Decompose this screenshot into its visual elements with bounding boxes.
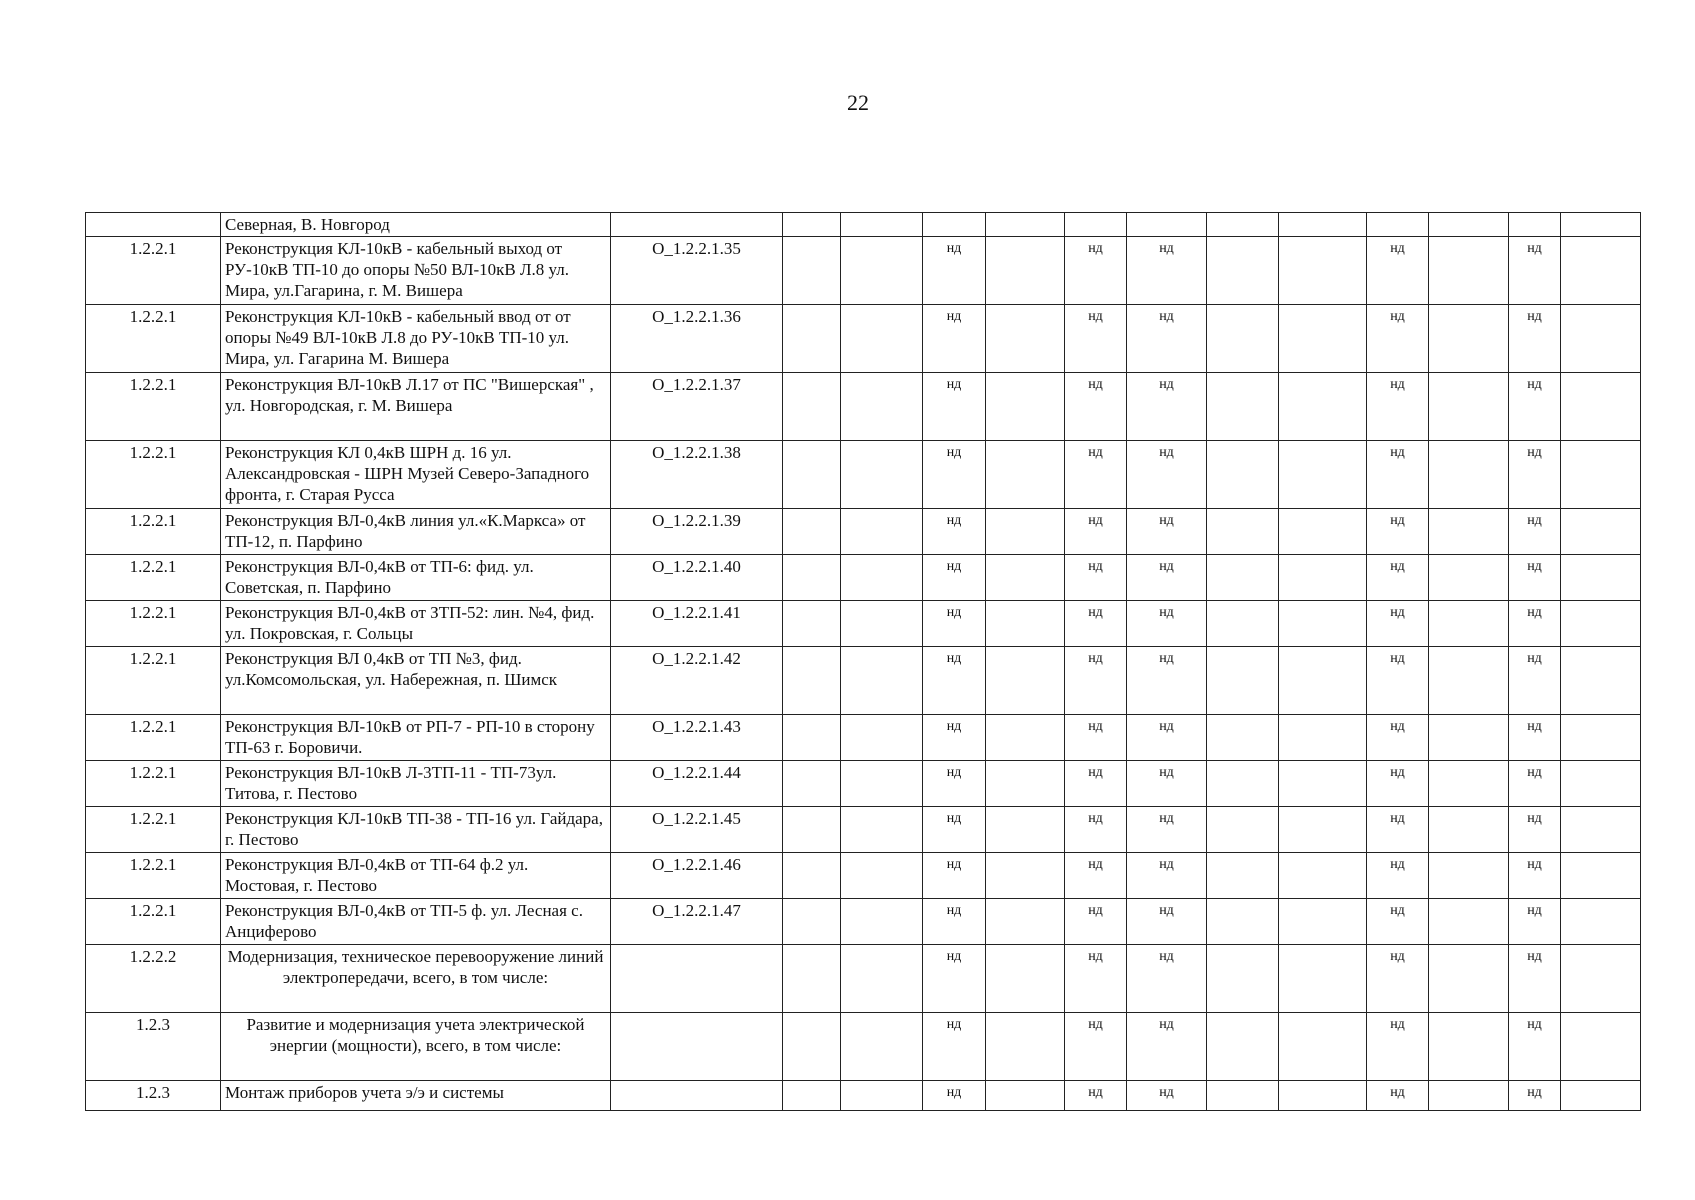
table-row — [86, 213, 1641, 237]
value-cell — [986, 807, 1065, 853]
project-name-cell: Реконструкция ВЛ-0,4кВ от ТП-6: фид. ул. Советская, п. Парфино — [221, 555, 611, 601]
value-cell — [1207, 305, 1279, 373]
project-code-cell — [611, 1013, 783, 1081]
value-cell — [1561, 647, 1641, 715]
item-number-cell: 1.2.2.1 — [86, 807, 221, 853]
value-cell: нд — [1065, 715, 1127, 761]
value-cell — [1429, 509, 1509, 555]
project-name-cell: Монтаж приборов учета э/э и системы — [221, 1081, 611, 1111]
investment-program-table — [85, 212, 1641, 1111]
value-cell: нд — [1367, 761, 1429, 807]
value-cell — [841, 715, 923, 761]
value-cell — [1561, 715, 1641, 761]
value-cell: нд — [1367, 899, 1429, 945]
value-cell: нд — [923, 853, 986, 899]
value-cell — [1429, 945, 1509, 1013]
value-cell — [1279, 601, 1367, 647]
value-cell — [1279, 1013, 1367, 1081]
value-cell — [1207, 1081, 1279, 1111]
value-cell: нд — [1367, 853, 1429, 899]
item-number-cell: 1.2.2.1 — [86, 601, 221, 647]
value-cell: нд — [1367, 237, 1429, 305]
project-code-cell — [611, 945, 783, 1013]
project-code-cell: О_1.2.2.1.37 — [611, 373, 783, 441]
value-cell: нд — [1065, 1081, 1127, 1111]
item-number-cell: 1.2.2.1 — [86, 761, 221, 807]
value-cell — [1207, 945, 1279, 1013]
table-row — [86, 555, 1641, 601]
page-number: 22 — [847, 90, 869, 115]
table-row — [86, 509, 1641, 555]
value-cell: нд — [1065, 601, 1127, 647]
table-row — [86, 899, 1641, 945]
value-cell — [1367, 213, 1429, 237]
value-cell — [1207, 899, 1279, 945]
value-cell: нд — [1367, 945, 1429, 1013]
project-name-cell: Реконструкция ВЛ-10кВ Л.17 от ПС "Вишерская" , ул. Новгородская, г. М. Вишера — [221, 373, 611, 441]
value-cell — [986, 899, 1065, 945]
value-cell: нд — [1367, 509, 1429, 555]
project-code-cell: О_1.2.2.1.36 — [611, 305, 783, 373]
value-cell: нд — [1127, 761, 1207, 807]
value-cell — [986, 647, 1065, 715]
value-cell: нд — [1127, 441, 1207, 509]
project-name-cell: Реконструкция КЛ-10кВ - кабельный выход от РУ-10кВ ТП-10 до опоры №50 ВЛ-10кВ Л.8 ул. Мира, ул.Гагарина, г. М. Вишера — [221, 237, 611, 305]
value-cell — [783, 1081, 841, 1111]
value-cell: нд — [923, 715, 986, 761]
value-cell — [783, 213, 841, 237]
table-row — [86, 601, 1641, 647]
value-cell: нд — [923, 1013, 986, 1081]
value-cell: нд — [1065, 555, 1127, 601]
value-cell — [783, 237, 841, 305]
value-cell — [1561, 441, 1641, 509]
value-cell: нд — [1367, 1013, 1429, 1081]
project-code-cell: О_1.2.2.1.45 — [611, 807, 783, 853]
value-cell — [986, 373, 1065, 441]
value-cell: нд — [1127, 647, 1207, 715]
item-number-cell: 1.2.2.1 — [86, 237, 221, 305]
value-cell: нд — [923, 601, 986, 647]
project-code-cell: О_1.2.2.1.47 — [611, 899, 783, 945]
project-code-cell: О_1.2.2.1.42 — [611, 647, 783, 715]
value-cell: нд — [1065, 945, 1127, 1013]
value-cell — [1561, 213, 1641, 237]
value-cell — [1207, 1013, 1279, 1081]
value-cell: нд — [923, 237, 986, 305]
table-row — [86, 807, 1641, 853]
value-cell — [783, 555, 841, 601]
project-name-cell: Реконструкция ВЛ-10кВ Л-3ТП-11 - ТП-73ул. Титова, г. Пестово — [221, 761, 611, 807]
value-cell: нд — [1127, 807, 1207, 853]
value-cell: нд — [1127, 1081, 1207, 1111]
value-cell — [783, 441, 841, 509]
value-cell — [1561, 1081, 1641, 1111]
value-cell — [783, 601, 841, 647]
value-cell: нд — [923, 647, 986, 715]
value-cell — [783, 715, 841, 761]
value-cell: нд — [1065, 647, 1127, 715]
table-row — [86, 373, 1641, 441]
value-cell — [1429, 647, 1509, 715]
value-cell: нд — [1509, 761, 1561, 807]
value-cell — [1561, 1013, 1641, 1081]
value-cell: нд — [1509, 853, 1561, 899]
value-cell: нд — [1065, 807, 1127, 853]
value-cell — [783, 1013, 841, 1081]
value-cell: нд — [1509, 555, 1561, 601]
value-cell — [841, 441, 923, 509]
value-cell: нд — [1509, 601, 1561, 647]
value-cell: нд — [1367, 441, 1429, 509]
value-cell — [841, 1013, 923, 1081]
value-cell — [783, 509, 841, 555]
value-cell — [1561, 899, 1641, 945]
value-cell: нд — [1367, 715, 1429, 761]
value-cell — [841, 807, 923, 853]
value-cell: нд — [1509, 807, 1561, 853]
table-row — [86, 853, 1641, 899]
value-cell: нд — [1367, 1081, 1429, 1111]
value-cell — [1429, 373, 1509, 441]
value-cell — [1207, 715, 1279, 761]
value-cell — [1561, 555, 1641, 601]
value-cell — [1429, 213, 1509, 237]
project-code-cell: О_1.2.2.1.40 — [611, 555, 783, 601]
value-cell — [783, 807, 841, 853]
value-cell — [1279, 555, 1367, 601]
table-row — [86, 945, 1641, 1013]
value-cell — [1561, 509, 1641, 555]
item-number-cell: 1.2.2.1 — [86, 305, 221, 373]
value-cell: нд — [1127, 853, 1207, 899]
value-cell — [1279, 945, 1367, 1013]
item-number-cell: 1.2.2.1 — [86, 509, 221, 555]
value-cell — [1207, 509, 1279, 555]
value-cell — [1429, 305, 1509, 373]
value-cell — [923, 213, 986, 237]
item-number-cell: 1.2.2.1 — [86, 555, 221, 601]
value-cell: нд — [1367, 373, 1429, 441]
project-name-cell: Реконструкция КЛ-10кВ ТП-38 - ТП-16 ул. Гайдара, г. Пестово — [221, 807, 611, 853]
value-cell — [1429, 237, 1509, 305]
item-number-cell: 1.2.2.1 — [86, 373, 221, 441]
value-cell: нд — [1065, 899, 1127, 945]
project-code-cell: О_1.2.2.1.44 — [611, 761, 783, 807]
project-name-cell: Реконструкция КЛ 0,4кВ ШРН д. 16 ул. Александровская - ШРН Музей Северо-Западного фронта, г. Старая Русса — [221, 441, 611, 509]
value-cell — [1561, 945, 1641, 1013]
value-cell — [1429, 853, 1509, 899]
project-name-cell: Реконструкция ВЛ-0,4кВ линия ул.«К.Маркса» от ТП-12, п. Парфино — [221, 509, 611, 555]
value-cell: нд — [1127, 601, 1207, 647]
value-cell — [986, 237, 1065, 305]
value-cell — [841, 899, 923, 945]
project-code-cell: О_1.2.2.1.35 — [611, 237, 783, 305]
value-cell — [783, 853, 841, 899]
value-cell — [783, 945, 841, 1013]
value-cell — [1561, 761, 1641, 807]
project-code-cell: О_1.2.2.1.41 — [611, 601, 783, 647]
table-row — [86, 1081, 1641, 1111]
value-cell — [1561, 853, 1641, 899]
value-cell: нд — [1127, 509, 1207, 555]
project-name-cell: Реконструкция КЛ-10кВ - кабельный ввод от от опоры №49 ВЛ-10кВ Л.8 до РУ-10кВ ТП-10 ул. Мира, ул. Гагарина М. Вишера — [221, 305, 611, 373]
value-cell — [841, 509, 923, 555]
value-cell — [1207, 213, 1279, 237]
table-row — [86, 441, 1641, 509]
value-cell: нд — [1065, 761, 1127, 807]
value-cell — [1561, 373, 1641, 441]
value-cell — [1429, 715, 1509, 761]
value-cell: нд — [923, 899, 986, 945]
value-cell — [1207, 807, 1279, 853]
value-cell — [1279, 853, 1367, 899]
value-cell — [1207, 373, 1279, 441]
value-cell — [1279, 441, 1367, 509]
value-cell: нд — [1509, 441, 1561, 509]
value-cell — [1429, 761, 1509, 807]
value-cell: нд — [1367, 305, 1429, 373]
value-cell: нд — [923, 807, 986, 853]
value-cell: нд — [1065, 509, 1127, 555]
value-cell: нд — [1509, 509, 1561, 555]
value-cell — [1207, 237, 1279, 305]
value-cell: нд — [1509, 945, 1561, 1013]
value-cell — [986, 509, 1065, 555]
value-cell — [1279, 807, 1367, 853]
value-cell — [986, 761, 1065, 807]
value-cell — [1279, 899, 1367, 945]
project-name-cell: Модернизация, техническое перевооружение линий электропередачи, всего, в том числе: — [221, 945, 611, 1013]
value-cell — [1429, 1081, 1509, 1111]
value-cell: нд — [1127, 237, 1207, 305]
value-cell: нд — [923, 555, 986, 601]
value-cell — [841, 601, 923, 647]
value-cell: нд — [1127, 1013, 1207, 1081]
value-cell: нд — [1509, 237, 1561, 305]
project-code-cell: О_1.2.2.1.43 — [611, 715, 783, 761]
value-cell — [1207, 441, 1279, 509]
project-name-cell: Северная, В. Новгород — [221, 213, 611, 237]
item-number-cell: 1.2.3 — [86, 1081, 221, 1111]
item-number-cell: 1.2.2.1 — [86, 853, 221, 899]
table-row — [86, 1013, 1641, 1081]
value-cell — [1429, 1013, 1509, 1081]
item-number-cell: 1.2.2.1 — [86, 715, 221, 761]
value-cell: нд — [1127, 305, 1207, 373]
project-name-cell: Реконструкция ВЛ-0,4кВ от ТП-5 ф. ул. Лесная с. Анциферово — [221, 899, 611, 945]
table-row — [86, 647, 1641, 715]
table-row — [86, 237, 1641, 305]
table-row — [86, 761, 1641, 807]
table-row — [86, 305, 1641, 373]
value-cell — [783, 647, 841, 715]
value-cell — [1279, 715, 1367, 761]
value-cell — [1207, 761, 1279, 807]
value-cell: нд — [1509, 1081, 1561, 1111]
value-cell: нд — [1509, 373, 1561, 441]
value-cell — [1207, 601, 1279, 647]
value-cell — [841, 213, 923, 237]
value-cell: нд — [923, 761, 986, 807]
project-name-cell: Реконструкция ВЛ-0,4кВ от ЗТП-52: лин. №4, фид. ул. Покровская, г. Сольцы — [221, 601, 611, 647]
value-cell: нд — [1367, 807, 1429, 853]
value-cell — [986, 213, 1065, 237]
value-cell: нд — [923, 305, 986, 373]
value-cell: нд — [923, 1081, 986, 1111]
value-cell: нд — [1509, 899, 1561, 945]
value-cell: нд — [1065, 305, 1127, 373]
value-cell — [1429, 555, 1509, 601]
project-code-cell — [611, 1081, 783, 1111]
value-cell — [986, 715, 1065, 761]
value-cell — [783, 305, 841, 373]
value-cell — [1279, 305, 1367, 373]
value-cell: нд — [1127, 373, 1207, 441]
value-cell — [986, 555, 1065, 601]
value-cell — [841, 761, 923, 807]
project-name-cell: Реконструкция ВЛ-10кВ от РП-7 - РП-10 в сторону ТП-63 г. Боровичи. — [221, 715, 611, 761]
value-cell — [1429, 899, 1509, 945]
value-cell — [986, 945, 1065, 1013]
value-cell — [841, 945, 923, 1013]
project-name-cell: Реконструкция ВЛ-0,4кВ от ТП-64 ф.2 ул. Мостовая, г. Пестово — [221, 853, 611, 899]
project-code-cell: О_1.2.2.1.39 — [611, 509, 783, 555]
item-number-cell: 1.2.2.2 — [86, 945, 221, 1013]
value-cell — [986, 441, 1065, 509]
value-cell — [1561, 807, 1641, 853]
value-cell — [783, 761, 841, 807]
project-code-cell — [611, 213, 783, 237]
value-cell: нд — [1065, 237, 1127, 305]
item-number-cell — [86, 213, 221, 237]
value-cell — [1065, 213, 1127, 237]
value-cell: нд — [1509, 715, 1561, 761]
value-cell — [1279, 237, 1367, 305]
value-cell — [1279, 647, 1367, 715]
value-cell — [841, 305, 923, 373]
value-cell — [1561, 601, 1641, 647]
value-cell — [986, 1013, 1065, 1081]
value-cell — [1429, 807, 1509, 853]
value-cell: нд — [923, 509, 986, 555]
value-cell: нд — [1127, 715, 1207, 761]
value-cell: нд — [1509, 647, 1561, 715]
value-cell — [1279, 373, 1367, 441]
value-cell — [1207, 555, 1279, 601]
project-code-cell: О_1.2.2.1.38 — [611, 441, 783, 509]
value-cell — [1207, 853, 1279, 899]
value-cell — [783, 373, 841, 441]
value-cell: нд — [1509, 305, 1561, 373]
value-cell: нд — [1065, 441, 1127, 509]
value-cell — [841, 373, 923, 441]
value-cell — [1127, 213, 1207, 237]
value-cell — [1429, 601, 1509, 647]
value-cell: нд — [1367, 601, 1429, 647]
value-cell — [1561, 305, 1641, 373]
value-cell — [1279, 1081, 1367, 1111]
value-cell — [783, 899, 841, 945]
value-cell — [841, 1081, 923, 1111]
value-cell: нд — [1367, 647, 1429, 715]
table-row — [86, 715, 1641, 761]
value-cell — [1279, 213, 1367, 237]
value-cell — [1509, 213, 1561, 237]
value-cell — [1279, 509, 1367, 555]
item-number-cell: 1.2.2.1 — [86, 647, 221, 715]
value-cell: нд — [923, 441, 986, 509]
value-cell: нд — [1127, 899, 1207, 945]
value-cell: нд — [1065, 1013, 1127, 1081]
value-cell — [841, 237, 923, 305]
value-cell — [986, 853, 1065, 899]
value-cell: нд — [1065, 853, 1127, 899]
value-cell — [841, 853, 923, 899]
project-code-cell: О_1.2.2.1.46 — [611, 853, 783, 899]
value-cell — [841, 555, 923, 601]
value-cell — [1429, 441, 1509, 509]
item-number-cell: 1.2.3 — [86, 1013, 221, 1081]
item-number-cell: 1.2.2.1 — [86, 441, 221, 509]
item-number-cell: 1.2.2.1 — [86, 899, 221, 945]
value-cell — [1207, 647, 1279, 715]
value-cell: нд — [923, 373, 986, 441]
value-cell: нд — [1509, 1013, 1561, 1081]
value-cell: нд — [923, 945, 986, 1013]
project-name-cell: Развитие и модернизация учета электрической энергии (мощности), всего, в том числе: — [221, 1013, 611, 1081]
value-cell — [841, 647, 923, 715]
value-cell: нд — [1065, 373, 1127, 441]
value-cell: нд — [1127, 555, 1207, 601]
value-cell: нд — [1127, 945, 1207, 1013]
value-cell — [986, 1081, 1065, 1111]
value-cell — [1561, 237, 1641, 305]
value-cell — [1279, 761, 1367, 807]
project-name-cell: Реконструкция ВЛ 0,4кВ от ТП №3, фид. ул.Комсомольская, ул. Набережная, п. Шимск — [221, 647, 611, 715]
value-cell — [986, 305, 1065, 373]
value-cell: нд — [1367, 555, 1429, 601]
value-cell — [986, 601, 1065, 647]
